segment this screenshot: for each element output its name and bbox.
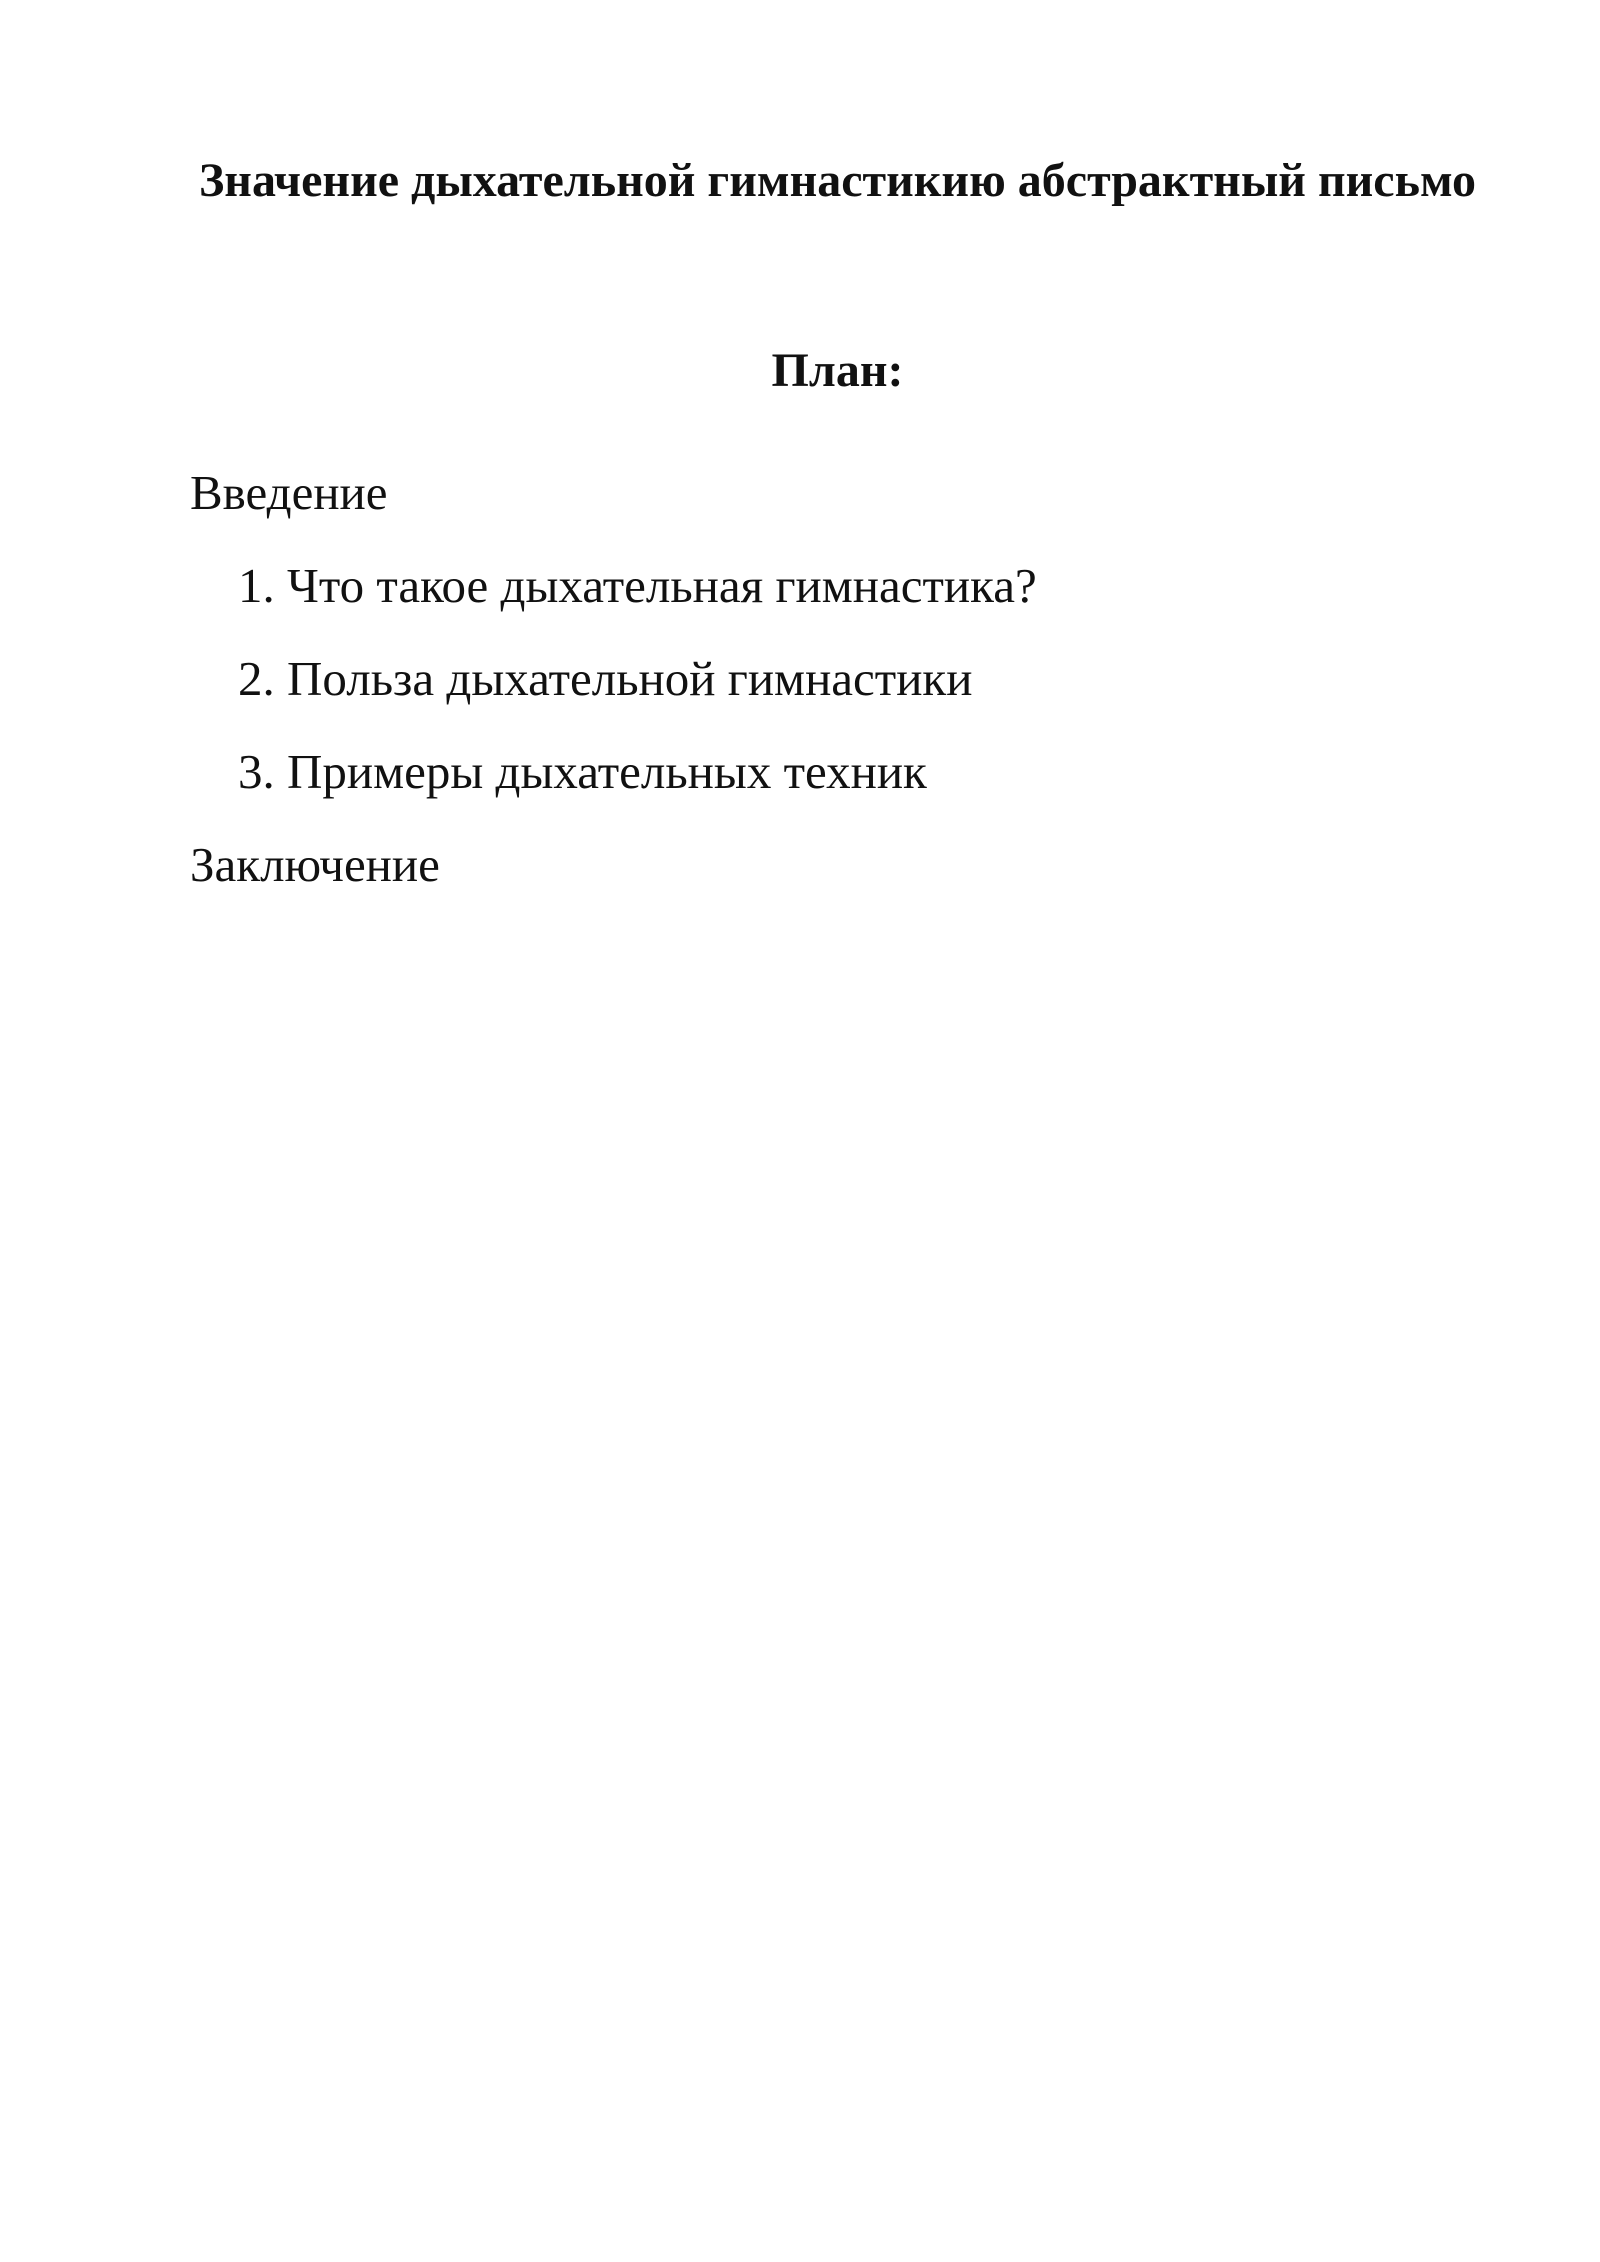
document-title: Значение дыхательной гимнастикию абстрактный письмо <box>198 154 1477 207</box>
plan-item-number: 3. <box>238 744 275 799</box>
plan-item <box>190 555 1485 617</box>
plan-item <box>190 648 1485 710</box>
plan-list <box>190 555 1485 803</box>
conclusion-line: Заключение <box>190 837 440 892</box>
plan-contents <box>190 462 1485 896</box>
plan-heading: План: <box>771 344 904 397</box>
plan-item-number: 2. <box>238 651 275 706</box>
intro-line: Введение <box>190 465 388 520</box>
plan-item <box>190 741 1485 803</box>
plan-item-text: Польза дыхательной гимнастики <box>287 651 973 706</box>
plan-item-number: 1. <box>238 558 275 613</box>
plan-item-text: Примеры дыхательных техник <box>287 744 927 799</box>
plan-item-text: Что такое дыхательная гимнастика? <box>287 558 1037 613</box>
